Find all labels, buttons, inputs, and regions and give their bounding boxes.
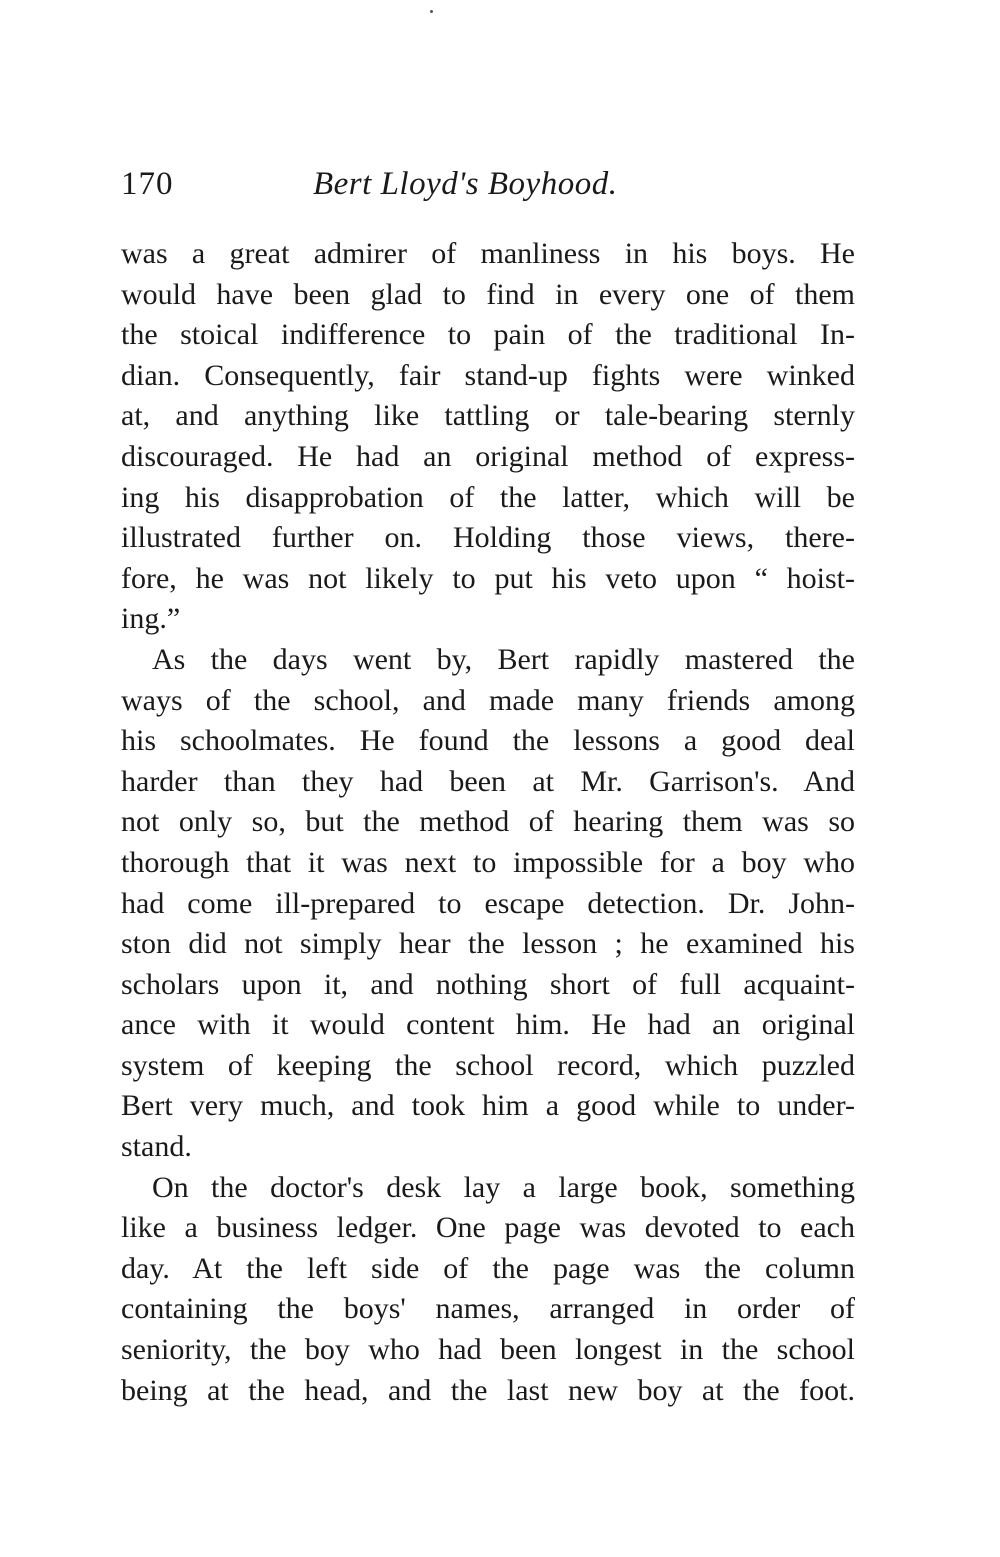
page-number: 170 xyxy=(121,166,174,202)
text-line: Bert very much, and took him a good while to under- xyxy=(121,1089,855,1123)
text-line: had come ill-prepared to escape detection. Dr. John- xyxy=(121,886,855,920)
text-line: being at the head, and the last new boy at the foot. xyxy=(121,1373,855,1407)
text-line: scholars upon it, and nothing short of full acquaint- xyxy=(121,967,855,1001)
body-text xyxy=(121,234,855,1411)
text-line: containing the boys' names, arranged in order of xyxy=(121,1292,855,1326)
text-line: On the doctor's desk lay a large book, something xyxy=(152,1170,855,1204)
text-line: not only so, but the method of hearing them was so xyxy=(121,805,855,839)
text-line: ing.” xyxy=(121,602,181,636)
text-line: illustrated further on. Holding those views, there- xyxy=(121,521,855,555)
text-line: As the days went by, Bert rapidly mastered the xyxy=(152,642,855,676)
text-line: harder than they had been at Mr. Garrison's. And xyxy=(121,764,855,798)
text-line: ston did not simply hear the lesson ; he examined his xyxy=(121,927,855,961)
running-title: Bert Lloyd's Boyhood. xyxy=(313,166,618,202)
text-line: dian. Consequently, fair stand-up fights were winked xyxy=(121,358,855,392)
text-line: ance with it would content him. He had an original xyxy=(121,1008,855,1042)
text-line: like a business ledger. One page was devoted to each xyxy=(121,1211,855,1245)
text-line: would have been glad to find in every one of them xyxy=(121,277,855,311)
print-speck xyxy=(430,10,433,13)
text-line: fore, he was not likely to put his veto upon “ hoist- xyxy=(121,561,855,595)
text-line: stand. xyxy=(121,1130,192,1164)
text-line: day. At the left side of the page was the column xyxy=(121,1251,855,1285)
text-line: system of keeping the school record, which puzzled xyxy=(121,1048,855,1082)
text-line: thorough that it was next to impossible for a boy who xyxy=(121,845,855,879)
text-line: ways of the school, and made many friends among xyxy=(121,683,855,717)
text-line: at, and anything like tattling or tale-bearing sternly xyxy=(121,399,855,433)
text-line: his schoolmates. He found the lessons a good deal xyxy=(121,724,855,758)
text-line: seniority, the boy who had been longest in the school xyxy=(121,1333,855,1367)
text-line: was a great admirer of manliness in his boys. He xyxy=(121,237,855,270)
text-line: the stoical indifference to pain of the traditional In- xyxy=(121,318,855,352)
text-line: ing his disapprobation of the latter, which will be xyxy=(121,480,855,514)
page-header xyxy=(121,166,861,212)
text-line: discouraged. He had an original method of express- xyxy=(121,439,855,473)
